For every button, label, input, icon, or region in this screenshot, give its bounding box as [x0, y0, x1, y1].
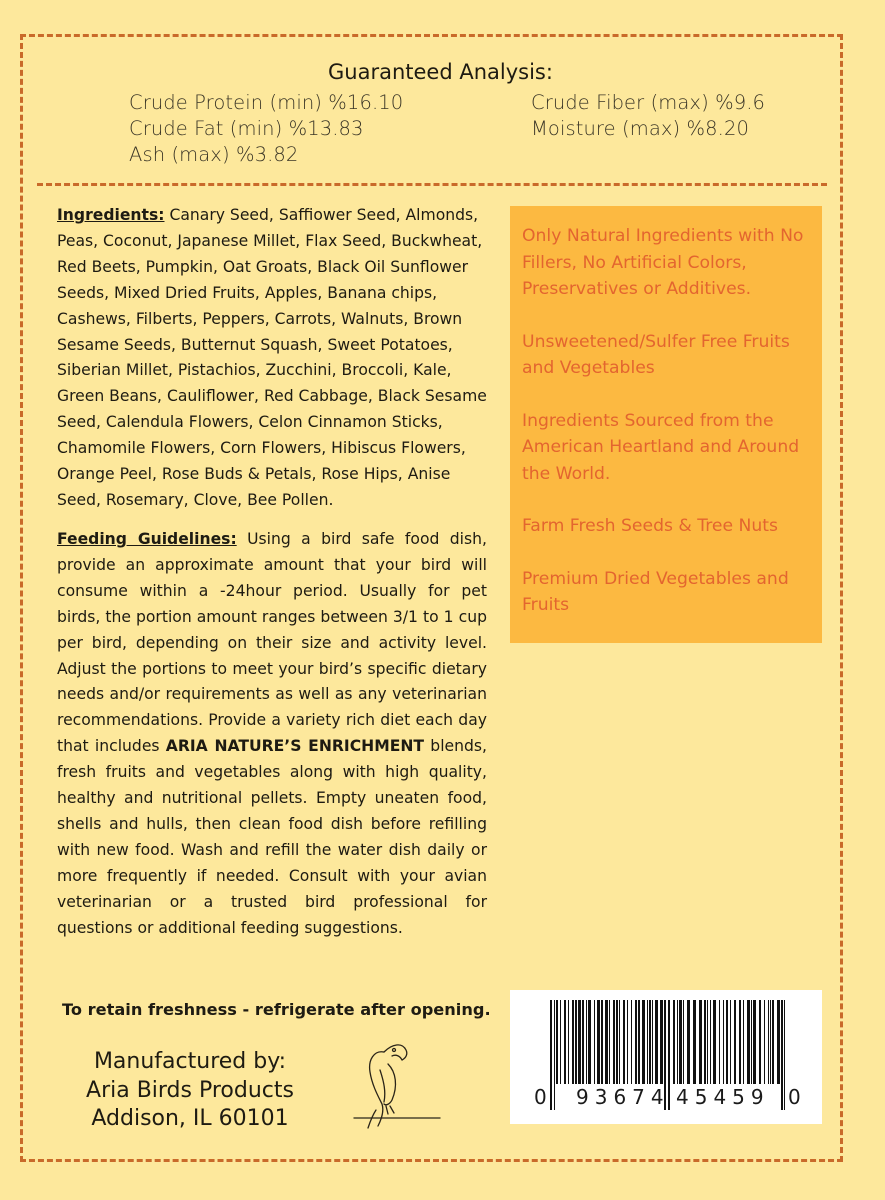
- barcode-bar: [609, 1000, 610, 1084]
- barcode-bar: [616, 1000, 618, 1084]
- callout-item-natural: Only Natural Ingredients with No Fillers, No Artificial Colors, Preservatives or Additives.: [522, 226, 804, 299]
- barcode-bar: [781, 1000, 783, 1110]
- ga-crude-fiber: Crude Fiber (max) %9.6: [531, 91, 766, 114]
- barcode-bar: [768, 1000, 769, 1084]
- barcode-bar: [707, 1000, 708, 1084]
- barcode-bar: [784, 1000, 785, 1110]
- barcode-bar: [635, 1000, 637, 1084]
- barcode-bar: [679, 1000, 682, 1084]
- feeding-label: Feeding Guidelines:: [57, 530, 237, 548]
- barcode-bar: [753, 1000, 756, 1084]
- manufacturer-address: Addison, IL 60101: [91, 1106, 289, 1131]
- barcode-bar: [554, 1000, 555, 1110]
- ingredients-block: [57, 203, 487, 514]
- barcode-bar: [734, 1000, 736, 1084]
- ingredients-label: Ingredients:: [57, 206, 165, 224]
- guaranteed-analysis-title: Guaranteed Analysis:: [328, 60, 553, 84]
- ga-crude-fat: Crude Fat (min) %13.83: [129, 117, 364, 140]
- ingredients-text: Canary Seed, Saffiower Seed, Almonds, Peas, Coconut, Japanese Millet, Flax Seed, Buckwheat, Red Beets, Pumpkin, Oat Groats, Black Oil Sunflower Seeds, Mixed Dried Fruits, Apples, Banana chips, Cashews, Filberts, Peppers, Carrots, Walnuts, Brown Sesame Seeds, Butternut Squash, Sweet Potatoes, Siberian Millet, Pistachios, Zucchini, Broccoli, Kale, Green Beans, Cauliflower, Red Cabbage, Black Sesame Seed, Calendula Flowers, Celon Cinnamon Sticks, Chamomile Flowers, Corn Flowers, Hibiscus Flowers, Orange Peel, Rose Buds & Petals, Rose Hips, Anise Seed, Rosemary, Clove, Bee Pollen.: [57, 206, 487, 509]
- callout-item-sourced: Ingredients Sourced from the American Heartland and Around the World.: [522, 410, 800, 484]
- barcode-bar: [660, 1000, 663, 1084]
- barcode-bar: [556, 1000, 558, 1084]
- barcode-bar: [588, 1000, 591, 1084]
- barcode-bar: [683, 1000, 684, 1084]
- barcode-bar: [582, 1000, 584, 1084]
- callout-item-seeds: Farm Fresh Seeds & Tree Nuts: [522, 516, 778, 536]
- manufacturer-name: Aria Birds Products: [86, 1077, 294, 1103]
- barcode-bar: [693, 1000, 696, 1084]
- barcode-bar: [564, 1000, 566, 1084]
- barcode-bar: [743, 1000, 744, 1084]
- barcode-bar: [704, 1000, 706, 1084]
- barcode-bar: [673, 1000, 675, 1084]
- barcode-bar: [642, 1000, 645, 1084]
- barcode-bar: [572, 1000, 574, 1084]
- barcode-digits-right: 45459: [676, 1085, 770, 1109]
- barcode-bar: [719, 1000, 720, 1084]
- barcode-bar: [713, 1000, 716, 1084]
- barcode-bar: [627, 1000, 628, 1084]
- parrot-logo-icon: [344, 1030, 444, 1130]
- manufacturer-heading: Manufactured by:: [93, 1049, 287, 1074]
- ga-moisture: Moisture (max) %8.20: [531, 117, 749, 140]
- section-divider: [37, 183, 827, 186]
- barcode-digit-check: 0: [788, 1085, 801, 1109]
- feeding-text-2: blends, fresh fruits and vegetables along with high quality, healthy and nutritional pellets. Empty uneaten food, shells and hulls, then clean food dish before refilling with new food. Wash and refill the water dish daily or more frequently if needed. Consult with your avian veterinarian or a trusted bird professional for questions or additional feeding suggestions.: [57, 737, 487, 937]
- barcode-bar: [568, 1000, 569, 1084]
- barcode-bar: [605, 1000, 608, 1084]
- barcode-bar: [578, 1000, 581, 1084]
- barcode-bar: [777, 1000, 780, 1084]
- feeding-brand: ARIA NATURE’S ENRICHMENT: [165, 737, 425, 756]
- ga-ash: Ash (max) %3.82: [129, 143, 299, 166]
- callout-item-unsweetened: Unsweetened/Sulfer Free Fruits and Vegetables: [522, 331, 790, 378]
- barcode-bar: [647, 1000, 648, 1084]
- barcode-digit-lead: 0: [534, 1085, 547, 1109]
- barcode-bar: [726, 1000, 728, 1084]
- barcode-bar: [586, 1000, 587, 1084]
- barcode-bar: [631, 1000, 632, 1084]
- barcode-bar: [723, 1000, 724, 1084]
- barcode-bar: [677, 1000, 678, 1084]
- ga-crude-protein: Crude Protein (min) %16.10: [129, 91, 404, 114]
- barcode-bar: [652, 1000, 653, 1084]
- barcode-bar: [739, 1000, 741, 1084]
- barcode-bar: [699, 1000, 702, 1084]
- barcode-bar: [594, 1000, 595, 1084]
- barcode-bar: [619, 1000, 620, 1084]
- barcode-bar: [560, 1000, 561, 1084]
- barcode-bar: [772, 1000, 774, 1084]
- barcode-bar: [638, 1000, 640, 1084]
- barcode-bar: [730, 1000, 731, 1084]
- features-callout: [510, 206, 822, 643]
- barcode-bar: [655, 1000, 658, 1084]
- storage-note: To retain freshness - refrigerate after opening.: [62, 1000, 491, 1019]
- barcode-bar: [751, 1000, 752, 1084]
- barcode-bar: [550, 1000, 552, 1110]
- barcode-bar: [747, 1000, 750, 1084]
- barcode-bar: [710, 1000, 711, 1084]
- barcode-digits-left: 93674: [576, 1085, 670, 1109]
- barcode-bar: [597, 1000, 600, 1084]
- barcode-bar: [770, 1000, 771, 1084]
- barcode-bar: [687, 1000, 690, 1084]
- barcode-bar: [623, 1000, 625, 1084]
- barcode-bar: [649, 1000, 651, 1084]
- barcode: [510, 990, 822, 1124]
- barcode-bar: [764, 1000, 765, 1084]
- feeding-guidelines-block: [57, 527, 487, 942]
- manufacturer-block: [80, 1048, 300, 1134]
- barcode-bar: [613, 1000, 615, 1084]
- feeding-text-1: Using a bird safe food dish, provide an approximate amount that your bird will consume within a -24hour period. Usually for pet birds, the portion amount ranges between 3/1 to 1 cup per bird, depending on their size and activity level. Adjust the portions to meet your bird’s specific dietary needs and/or requirements as well as any veterinarian recommendations. Provide a variety rich diet each day that includes: [57, 530, 487, 756]
- barcode-bar: [575, 1000, 577, 1084]
- barcode-bar: [759, 1000, 761, 1084]
- callout-item-dried: Premium Dried Vegetables and Fruits: [522, 568, 789, 615]
- barcode-bar: [601, 1000, 603, 1084]
